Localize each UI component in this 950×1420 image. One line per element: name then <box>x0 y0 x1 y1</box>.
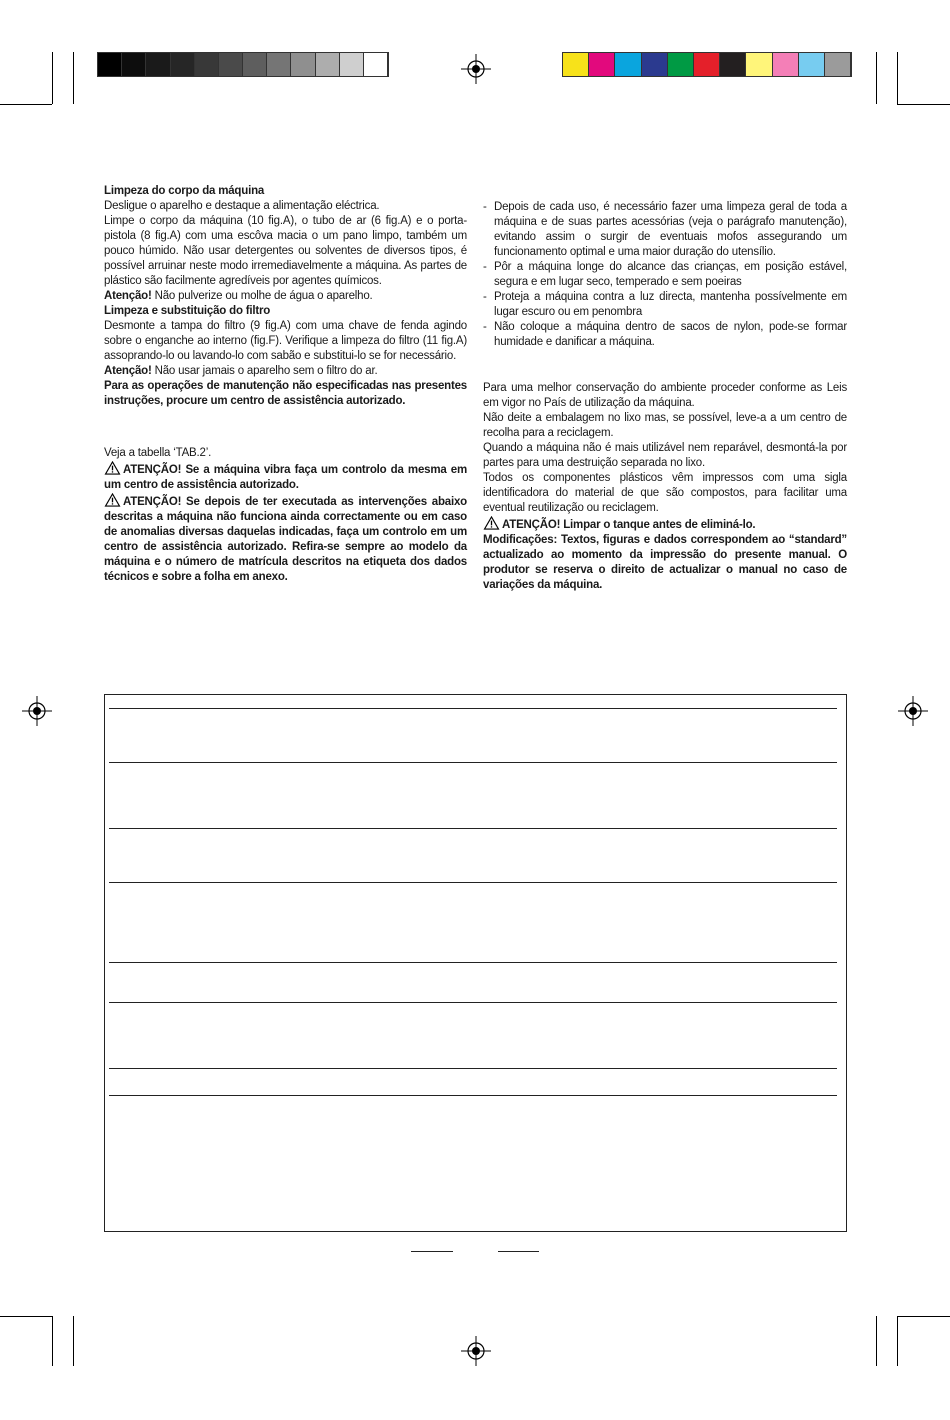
list-item: - Depois de cada uso, é necessário fazer uma limpeza geral de toda a máquina e de suas partes acessórias (veja o parágrafo manutenção), evitando assim o surgir de eventuais mofos assegurando um funcionamento optimal e uma maior duração do utensílio. <box>483 200 847 260</box>
color-swatch <box>563 53 589 76</box>
table-row-divider <box>109 962 837 963</box>
environment-paragraph-3: Quando a máquina não é mais utilizável nem reparável, desmontá-la por partes para uma destruição separada no lixo. <box>483 442 847 469</box>
color-calibration-strip <box>562 52 852 77</box>
crop-mark <box>73 1316 74 1366</box>
color-swatch <box>171 53 195 76</box>
crop-mark <box>876 1316 877 1366</box>
storage-list <box>483 200 847 350</box>
warning-malfunction <box>104 493 467 585</box>
warning-triangle-icon <box>104 461 121 475</box>
warning-malfunction-text: ATENÇÃO! Se depois de ter executada as intervenções abaixo descritas a máquina não funciona ainda correctamente ou em caso de anomalias diversas daquelas indicadas, faça um controlo em um centro de assistência autorizado. Refira-se sempre ao modelo da máquina e o número de matrícula descritos na etiqueta dos dados técnicos e sobre a folha em anexo. <box>104 496 467 583</box>
crop-mark <box>52 1316 53 1366</box>
maintenance-note: Para as operações de manutenção não especificadas nas presentes instruções, procure um centro de assistência autorizado. <box>104 380 467 407</box>
troubleshooting-table-frame <box>104 694 847 1232</box>
crop-mark <box>897 1316 950 1317</box>
crop-mark <box>897 104 950 105</box>
color-swatch <box>668 53 694 76</box>
see-table-text: Veja a tabella ‘TAB.2’. <box>104 447 212 459</box>
left-column <box>104 184 467 585</box>
right-column <box>483 200 847 593</box>
filter-paragraph: Desmonte a tampa do filtro (9 fig.A) com uma chave de fenda agindo sobre o enganche ao interno (fig.F). Verifique a limpeza do filtro (11 fig.A) assoprando-lo ou lavando-lo com sabão e substitui-lo se for necessário. <box>104 320 467 362</box>
environment-paragraph-4: Todos os componentes plásticos vêm impressos com uma sigla identificadora do material de que são compostos, para facilitar uma eventual reutilização ou reciclagem. <box>483 472 847 514</box>
color-swatch <box>746 53 772 76</box>
crop-mark <box>0 1316 52 1317</box>
color-swatch <box>122 53 146 76</box>
attention-note-1 <box>104 289 467 304</box>
warning-triangle-icon <box>483 516 500 530</box>
list-item: - Pôr a máquina longe do alcance das crianças, em posição estável, segura e em lugar seco, temperado e sem poeiras <box>483 260 847 290</box>
color-swatch <box>291 53 315 76</box>
color-swatch <box>642 53 668 76</box>
attention-label: Atenção! <box>104 365 152 377</box>
attention-label: Atenção! <box>104 290 152 302</box>
color-swatch <box>799 53 825 76</box>
modifications-note: Modificações: Textos, figuras e dados correspondem ao “standard” actualizado ao momento da impressão do presente manual. O produtor se reserva o direito de actualizar o manual no caso de variações da máquina. <box>483 534 847 591</box>
table-row-divider <box>109 882 837 883</box>
crop-mark <box>52 52 53 104</box>
color-swatch <box>615 53 641 76</box>
environment-paragraph-2: Não deite a embalagem no lixo mas, se possível, leve-a a um centro de recolha para a reciclagem. <box>483 412 847 439</box>
table-row-divider <box>109 762 837 763</box>
color-swatch <box>825 53 851 76</box>
color-swatch <box>98 53 122 76</box>
color-swatch <box>694 53 720 76</box>
registration-mark-icon <box>461 1336 491 1366</box>
registration-mark-icon <box>22 696 52 726</box>
filter-title: Limpeza e substituição do filtro <box>104 305 271 317</box>
table-row-divider <box>109 1068 837 1069</box>
grayscale-calibration-strip <box>97 52 389 77</box>
color-swatch <box>589 53 615 76</box>
registration-mark-icon <box>898 696 928 726</box>
color-swatch <box>195 53 219 76</box>
environment-paragraph-1: Para uma melhor conservação do ambiente proceder conforme as Leis em vigor no País de utilização da máquina. <box>483 382 847 409</box>
color-swatch <box>219 53 243 76</box>
table-row-divider <box>109 1002 837 1003</box>
color-swatch <box>267 53 291 76</box>
color-swatch <box>316 53 340 76</box>
crop-mark <box>0 104 52 105</box>
color-swatch <box>340 53 364 76</box>
list-item: - Proteja a máquina contra a luz directa, mantenha possívelmente em lugar escuro ou em penombra <box>483 290 847 320</box>
attention-text: Não pulverize ou molhe de água o aparelho. <box>151 290 373 302</box>
warning-tank-text: ATENÇÃO! Limpar o tanque antes de eliminá-lo. <box>502 519 756 531</box>
color-swatch <box>243 53 267 76</box>
table-row-divider <box>109 708 837 709</box>
warning-triangle-icon <box>104 493 121 507</box>
color-swatch <box>720 53 746 76</box>
cleaning-paragraph-2: Limpe o corpo da máquina (10 fig.A), o tubo de ar (6 fig.A) e o porta-pistola (8 fig.A) com uma escôva macia o um pano limpo, também um pouco húmido. Não usar detergentes ou solventes de diversos tipos, é possível arruinar neste modo irremediavelmente a máquina. As partes de plástico são facilmente agredíveis por agentes químicos. <box>104 215 467 287</box>
color-swatch <box>146 53 170 76</box>
registration-mark-icon <box>461 54 491 84</box>
crop-mark <box>897 52 898 104</box>
table-row-divider <box>109 1095 837 1096</box>
warning-vibration <box>104 461 467 493</box>
attention-note-2 <box>104 364 467 379</box>
warning-tank <box>483 516 847 533</box>
crop-mark <box>897 1316 898 1366</box>
table-row-divider <box>109 828 837 829</box>
cleaning-paragraph-1: Desligue o aparelho e destaque a alimentação eléctrica. <box>104 200 380 212</box>
warning-vibration-text: ATENÇÃO! Se a máquina vibra faça um controlo da mesma em um centro de assistência autorizado. <box>104 464 467 491</box>
attention-text: Não usar jamais o aparelho sem o filtro do ar. <box>151 365 378 377</box>
list-item: - Não coloque a máquina dentro de sacos de nylon, pode-se formar humidade e danificar a máquina. <box>483 320 847 350</box>
color-swatch <box>364 53 388 76</box>
footer-line <box>411 1251 453 1252</box>
footer-line <box>498 1251 539 1252</box>
crop-mark <box>876 52 877 104</box>
cleaning-title: Limpeza do corpo da máquina <box>104 185 265 197</box>
crop-mark <box>73 52 74 104</box>
color-swatch <box>773 53 799 76</box>
